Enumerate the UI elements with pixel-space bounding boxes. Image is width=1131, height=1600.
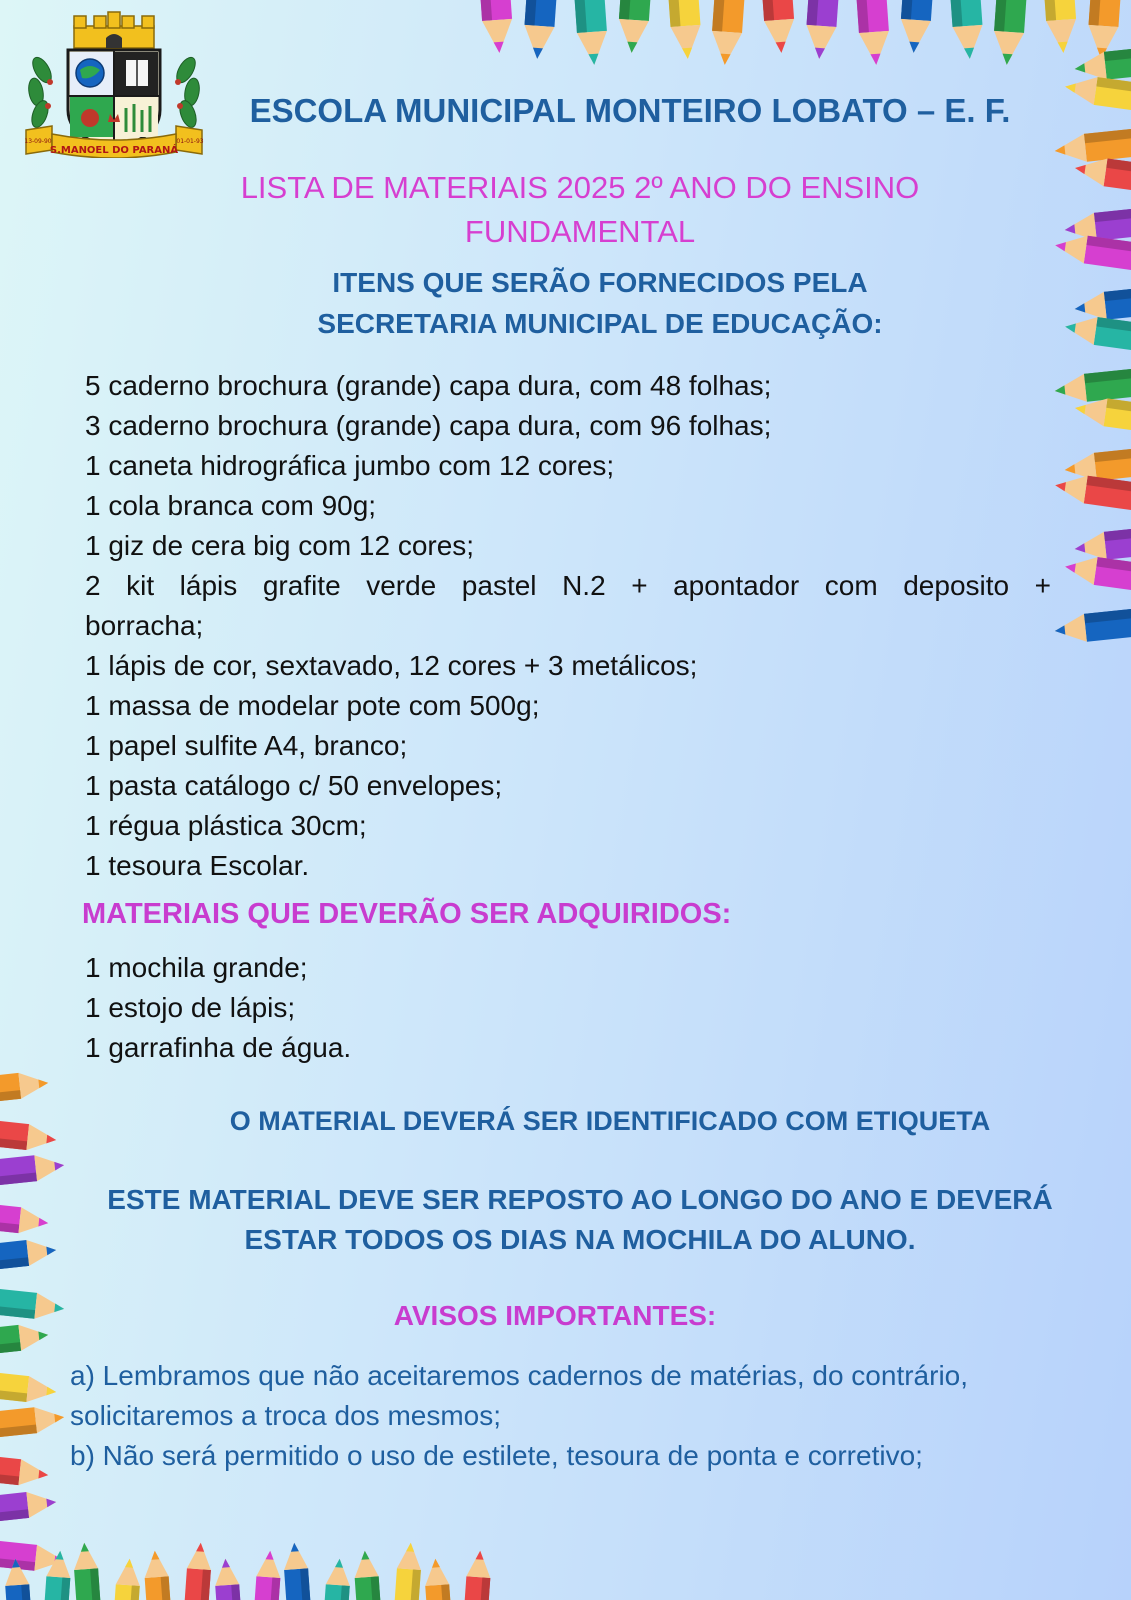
colored-pencil-icon [0, 1070, 50, 1103]
pencil-border-bottom [0, 1530, 510, 1600]
colored-pencil-icon [423, 1558, 452, 1600]
list-item: 3 caderno brochura (grande) capa dura, com 96 folhas; [85, 410, 772, 441]
colored-pencil-icon [183, 1542, 213, 1600]
colored-pencil-icon [0, 1203, 50, 1236]
list-item: 1 massa de modelar pote com 500g; [85, 690, 540, 721]
list-item: 1 estojo de lápis; [85, 992, 296, 1023]
colored-pencil-icon [213, 1558, 242, 1600]
colored-pencil-icon [1063, 446, 1131, 484]
colored-pencil-icon [1053, 471, 1131, 513]
colored-pencil-icon [43, 1550, 72, 1600]
colored-pencil-icon [1073, 526, 1131, 563]
colored-pencil-icon [1073, 46, 1131, 83]
list-item: 1 cola branca com 90g; [85, 490, 377, 521]
crest-date-left: 13-09-90 [24, 138, 52, 145]
list-item: borracha; [85, 610, 204, 641]
colored-pencil-icon [617, 0, 651, 54]
colored-pencil-icon [353, 1550, 382, 1600]
colored-pencil-icon [856, 0, 891, 66]
colored-pencil-icon [0, 1404, 65, 1439]
list-item: 1 papel sulfite A4, branco; [85, 730, 408, 761]
colored-pencil-icon [574, 0, 609, 66]
colored-pencil-icon [143, 1550, 172, 1600]
colored-pencil-icon [899, 0, 933, 54]
notice-item: solicitaremos a troca dos mesmos; [70, 1400, 502, 1431]
colored-pencil-icon [0, 1287, 65, 1322]
list-item: 2 kit lápis grafite verde pastel N.2 + apontador com deposito + [85, 570, 1051, 601]
crest-date-right: 01-01-93 [176, 138, 204, 145]
colored-pencil-icon [1086, 0, 1121, 60]
colored-pencil-icon [0, 1371, 58, 1405]
colored-pencil-icon [1073, 286, 1131, 323]
colored-pencil-icon [0, 1539, 65, 1574]
list-item: 1 garrafinha de água. [85, 1032, 352, 1063]
label-notice: O MATERIAL DEVERÁ SER IDENTIFICADO COM ETIQUETA [229, 1106, 991, 1136]
list-item: 5 caderno brochura (grande) capa dura, com 48 folhas; [85, 370, 772, 401]
colored-pencil-icon [1063, 313, 1131, 354]
colored-pencil-icon [1073, 154, 1131, 194]
pencil-border-left [0, 1070, 70, 1600]
list-title-line2: FUNDAMENTAL [464, 214, 696, 249]
list-item: 1 lápis de cor, sextavado, 12 cores + 3 metálicos; [85, 650, 698, 681]
crest-banner-text: S.MANOEL DO PARANÁ [49, 145, 179, 156]
colored-pencil-icon [1063, 553, 1131, 594]
colored-pencil-icon [1053, 366, 1131, 405]
colored-pencil-icon [1063, 73, 1131, 114]
colored-pencil-icon [710, 0, 745, 66]
colored-pencil-icon [804, 0, 839, 60]
colored-pencil-icon [0, 1237, 58, 1271]
supplied-items-heading [240, 262, 960, 344]
list-item: 1 mochila grande; [85, 952, 308, 983]
list-title [190, 166, 970, 254]
supplied-heading-line1: ITENS QUE SERÃO FORNECIDOS PELA [332, 267, 868, 298]
reposition-notice-line2: ESTAR TODOS OS DIAS NA MOCHILA DO ALUNO. [244, 1224, 916, 1255]
colored-pencil-icon [0, 1322, 50, 1355]
list-item: 1 giz de cera big com 12 cores; [85, 530, 475, 561]
school-name: ESCOLA MUNICIPAL MONTEIRO LOBATO – E. F. [249, 92, 1011, 129]
colored-pencil-icon [480, 0, 514, 54]
colored-pencil-icon [113, 1558, 142, 1600]
materials-to-buy-list [85, 948, 1051, 1068]
pencil-border-top-right [470, 0, 1131, 90]
supplied-heading-line2: SECRETARIA MUNICIPAL DE EDUCAÇÃO: [317, 308, 883, 339]
supplied-items-list [85, 366, 1051, 886]
colored-pencil-icon [522, 0, 557, 60]
colored-pencil-icon [0, 1119, 58, 1153]
colored-pencil-icon [950, 0, 985, 60]
colored-pencil-icon [463, 1550, 492, 1600]
colored-pencil-icon [1053, 606, 1131, 645]
list-item: 1 pasta catálogo c/ 50 envelopes; [85, 770, 503, 801]
colored-pencil-icon [1053, 126, 1131, 165]
colored-pencil-icon [393, 1542, 423, 1600]
colored-pencil-icon [253, 1550, 282, 1600]
colored-pencil-icon [762, 0, 796, 54]
list-title-line1: LISTA DE MATERIAIS 2025 2º ANO DO ENSINO [240, 170, 920, 205]
reposition-notice [85, 1180, 1075, 1260]
colored-pencil-icon [992, 0, 1027, 66]
important-notices-list [70, 1356, 1080, 1476]
list-item: 1 caneta hidrográfica jumbo com 12 cores; [85, 450, 615, 481]
notice-item: a) Lembramos que não aceitaremos cadernos de matérias, do contrário, [70, 1360, 969, 1391]
municipal-coat-of-arms-icon [22, 10, 206, 158]
colored-pencil-icon [668, 0, 703, 60]
list-item: 1 tesoura Escolar. [85, 850, 310, 881]
colored-pencil-icon [0, 1455, 50, 1488]
materials-to-buy-heading: MATERIAIS QUE DEVERÃO SER ADQUIRIDOS: [82, 898, 732, 930]
colored-pencil-icon [1073, 394, 1131, 434]
colored-pencil-icon [1063, 206, 1131, 244]
colored-pencil-icon [323, 1558, 352, 1600]
reposition-notice-line1: ESTE MATERIAL DEVE SER REPOSTO AO LONGO DO ANO E DEVERÁ [107, 1184, 1053, 1215]
colored-pencil-icon [3, 1558, 32, 1600]
colored-pencil-icon [282, 1542, 312, 1600]
important-notices-heading: AVISOS IMPORTANTES: [393, 1300, 717, 1331]
colored-pencil-icon [1044, 0, 1078, 54]
notice-item: b) Não será permitido o uso de estilete, tesoura de ponta e corretivo; [70, 1440, 923, 1471]
colored-pencil-icon [0, 1152, 65, 1187]
colored-pencil-icon [0, 1489, 58, 1523]
list-item: 1 régua plástica 30cm; [85, 810, 367, 841]
colored-pencil-icon [72, 1542, 102, 1600]
colored-pencil-icon [1053, 231, 1131, 273]
